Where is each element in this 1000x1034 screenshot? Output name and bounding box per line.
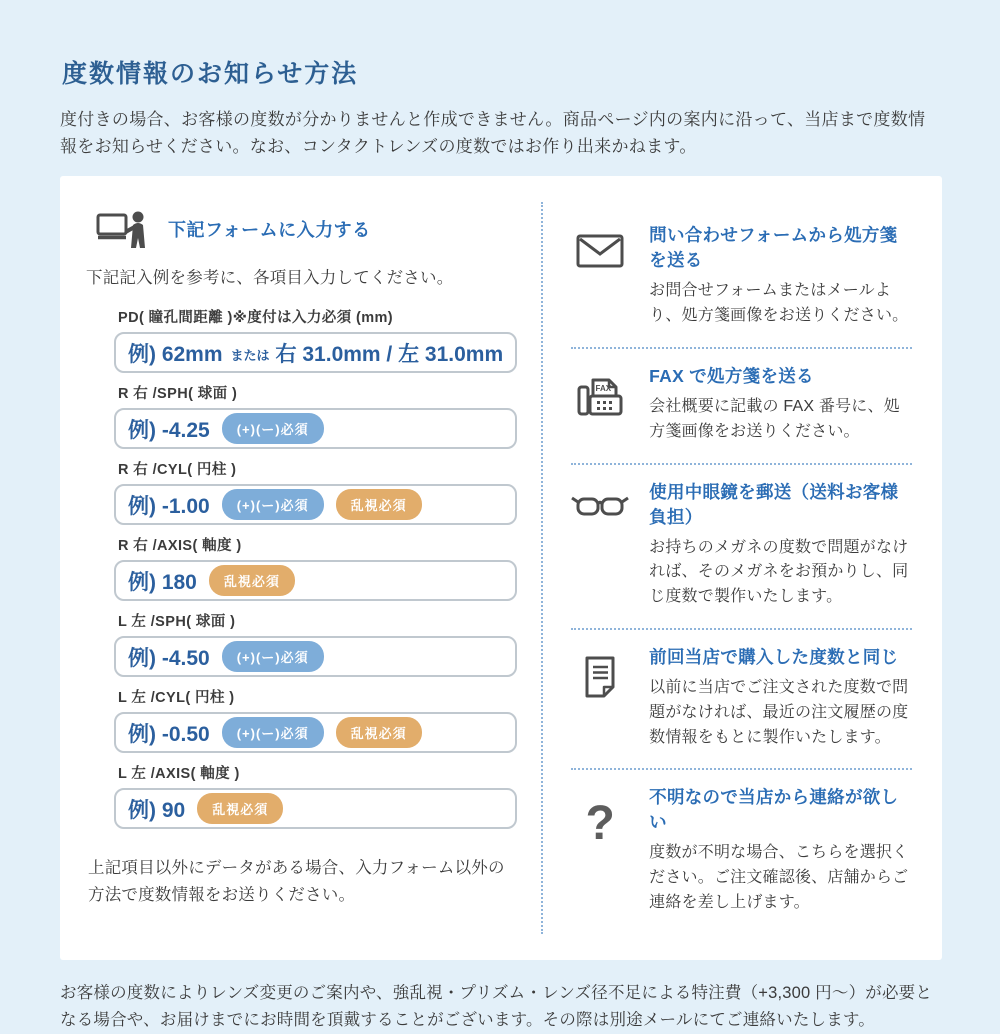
document-icon [571,644,629,750]
method-previous-order [571,628,912,768]
method-body: お持ちのメガネの度数で問題がなければ、そのメガネをお預かりし、同じ度数で製作いたします。 [649,538,909,606]
field-example-box [114,560,517,601]
glasses-icon [571,479,629,610]
method-body: 以前に当店でご注文された度数で問題がなければ、最近の注文履歴の度数情報をもとに製作いたします。 [649,678,909,746]
method-contact-form [571,208,912,347]
form-subheading: 下記記入例を参考に、各項目入力してください。 [86,269,454,288]
intro-text: 度付きの場合、お客様の度数が分かりませんと作成できません。商品ページ内の案内に沿って、当店まで度数情報をお知らせください。なお、コンタクトレンズの度数ではお作り出来かねます。 [60,110,926,157]
method-title: FAX で処方箋を送る [649,365,814,386]
page-footer-note: お客様の度数によりレンズ変更のご案内や、強乱視・プリズム・レンズ径不足による特注費（+3,300 円〜）が必要となる場合や、お届けまでにお時間を頂戴することがございます。その際は別途メールにてご連絡いたします。 [60,983,933,1029]
example-value: 例) 90 [128,798,186,822]
field-l-cyl [114,686,517,753]
form-fields [114,306,517,829]
field-label: R 右 /CYL( 円柱 ) [118,462,237,479]
form-note: 上記項目以外にデータがある場合、入力フォーム以外の方法で度数情報をお送りください。 [88,859,505,904]
astigmatism-required-badge: 乱視必須 [209,565,295,596]
method-unknown-contact-me [571,768,912,933]
method-title: 問い合わせフォームから処方箋を送る [649,225,898,271]
page-title: 度数情報のお知らせ方法 [62,60,359,88]
method-text [649,479,912,610]
sign-required-badge: (+)(ー)必須 [222,717,324,748]
example-value: 例) 62mm [128,342,223,366]
example-value: 例) 180 [128,570,197,594]
form-entry-icon [96,208,150,250]
field-label: R 右 /SPH( 球面 ) [118,386,238,403]
field-example-box [114,788,517,829]
example-value: 例) -4.25 [128,418,210,442]
method-title: 使用中眼鏡を郵送（送料お客様負担） [649,481,899,527]
methods-section [541,202,942,933]
method-text [649,363,912,445]
method-body: 会社概要に記載の FAX 番号に、処方箋画像をお送りください。 [649,397,900,440]
field-example-box [114,484,517,525]
question-glyph: ? [585,797,615,851]
method-text [649,784,912,915]
example-value-2: 右 31.0mm / 左 31.0mm [275,342,504,366]
astigmatism-required-badge: 乱視必須 [336,489,422,520]
method-body: 度数が不明な場合、こちらを選択ください。ご注文確認後、店舗からご連絡を差し上げます。 [649,844,909,911]
field-example-box [114,408,517,449]
field-pd [114,306,517,373]
astigmatism-required-badge: 乱視必須 [336,717,422,748]
question-icon [571,784,629,915]
example-value: 例) -4.50 [128,646,210,670]
form-header [96,208,517,250]
field-r-sph [114,382,517,449]
example-value: 例) -1.00 [128,494,210,518]
astigmatism-required-badge: 乱視必須 [197,793,283,824]
sign-required-badge: (+)(ー)必須 [222,489,324,520]
method-text [649,644,912,750]
form-section [86,202,541,933]
example-connector: または [230,347,270,363]
method-text [649,222,912,329]
method-body: お問合せフォームまたはメールより、処方箋画像をお送りください。 [649,282,909,325]
field-label: PD( 瞳孔間距離 )※度付は入力必須 (mm) [118,310,394,327]
svg-text:FAX: FAX [595,383,612,393]
field-example-box [114,332,517,373]
mail-icon [571,222,629,329]
fax-icon [571,363,629,445]
sign-required-badge: (+)(ー)必須 [222,413,324,444]
field-example-box [114,636,517,677]
method-mail-glasses [571,463,912,628]
sign-required-badge: (+)(ー)必須 [222,641,324,672]
field-r-axis [114,534,517,601]
field-l-sph [114,610,517,677]
field-label: L 左 /CYL( 円柱 ) [118,690,235,707]
method-title: 前回当店で購入した度数と同じ [649,646,899,667]
field-label: L 左 /AXIS( 軸度 ) [118,766,240,783]
method-fax [571,347,912,463]
field-label: R 右 /AXIS( 軸度 ) [118,538,242,555]
content-card [60,176,942,959]
form-heading: 下記フォームに入力する [168,220,371,241]
example-value: 例) -0.50 [128,722,210,746]
field-example-box [114,712,517,753]
field-r-cyl [114,458,517,525]
field-l-axis [114,762,517,829]
field-label: L 左 /SPH( 球面 ) [118,614,236,631]
method-title: 不明なので当店から連絡が欲しい [649,787,899,833]
